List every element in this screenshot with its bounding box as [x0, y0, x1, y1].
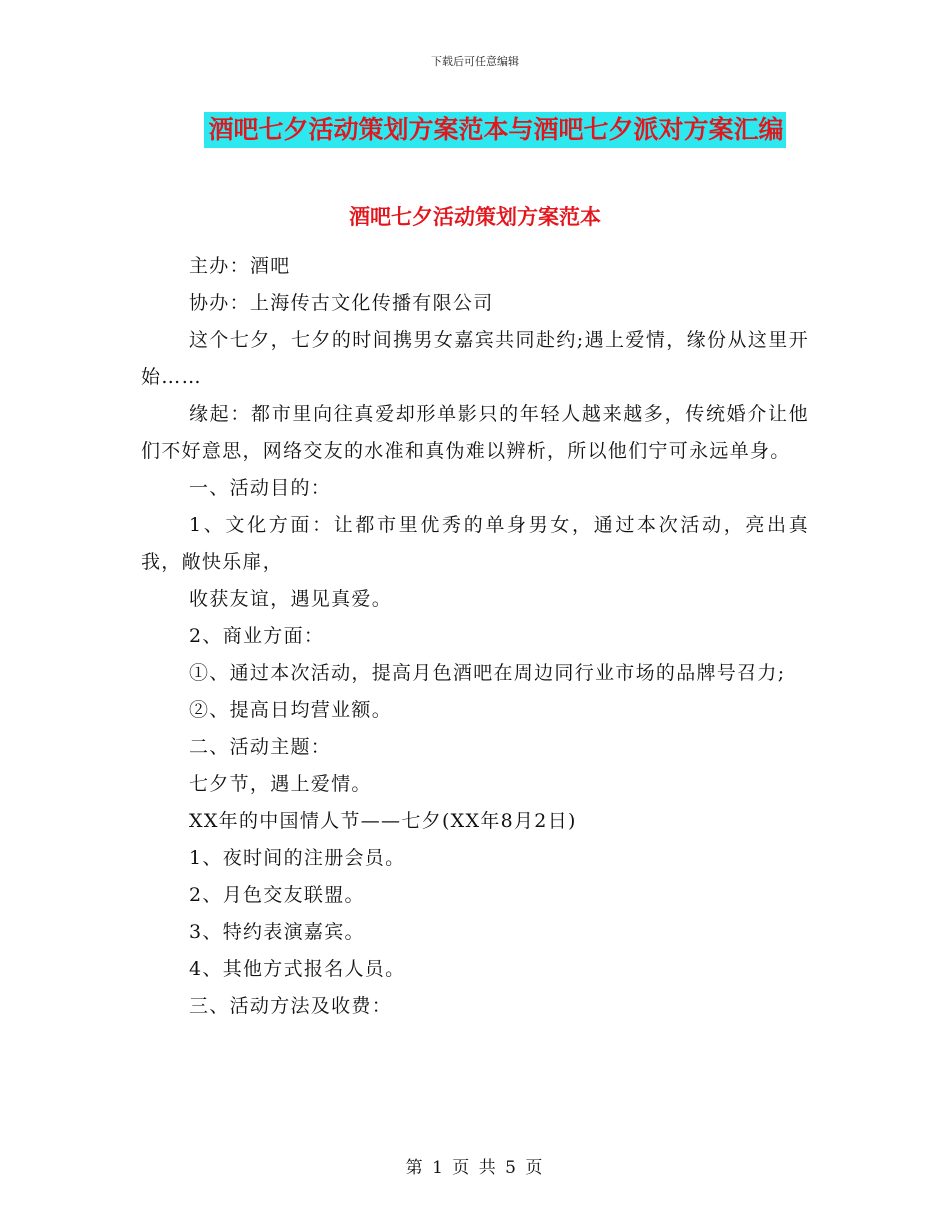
- section-title: 酒吧七夕活动策划方案范本: [349, 204, 601, 229]
- paragraph-business: 2、商业方面：: [189, 625, 325, 647]
- heading-method: 三、活动方法及收费：: [189, 995, 393, 1017]
- paragraph-co-organizer: 协办：上海传古文化传播有限公司: [189, 292, 494, 314]
- main-title-container: [0, 112, 950, 148]
- heading-theme: 二、活动主题：: [189, 736, 332, 758]
- document-body: [141, 248, 809, 1025]
- paragraph-friendship: 收获友谊，遇见真爱。: [189, 588, 393, 610]
- list-item: 4、其他方式报名人员。: [189, 958, 406, 980]
- list-item: 2、月色交友联盟。: [189, 884, 365, 906]
- paragraph-brand: ①、通过本次活动，提高月色酒吧在周边同行业市场的品牌号召力;: [189, 662, 786, 684]
- paragraph-theme: 七夕节，遇上爱情。: [189, 773, 372, 795]
- page-number: 第 1 页 共 5 页: [405, 1158, 545, 1178]
- paragraph-date: XX年的中国情人节——七夕(XX年8月2日): [189, 810, 577, 832]
- paragraph-organizer: 主办：酒吧: [189, 255, 291, 277]
- list-item: 3、特约表演嘉宾。: [189, 921, 365, 943]
- paragraph-intro: 这个七夕，七夕的时间携男女嘉宾共同赴约;遇上爱情，缘份从这里开始……: [141, 329, 809, 388]
- list-item: 1、夜时间的注册会员。: [189, 847, 406, 869]
- header-note: 下载后可任意编辑: [431, 55, 519, 68]
- heading-purpose: 一、活动目的：: [189, 477, 332, 499]
- paragraph-revenue: ②、提高日均营业额。: [189, 699, 393, 721]
- paragraph-culture: 1、文化方面：让都市里优秀的单身男女，通过本次活动，亮出真我，敞快乐扉，: [141, 514, 809, 573]
- main-title: 酒吧七夕活动策划方案范本与酒吧七夕派对方案汇编: [204, 112, 785, 148]
- paragraph-origin: 缘起：都市里向往真爱却形单影只的年轻人越来越多，传统婚介让他们不好意思，网络交友的水准和真伪难以辨析，所以他们宁可永远单身。: [141, 403, 809, 462]
